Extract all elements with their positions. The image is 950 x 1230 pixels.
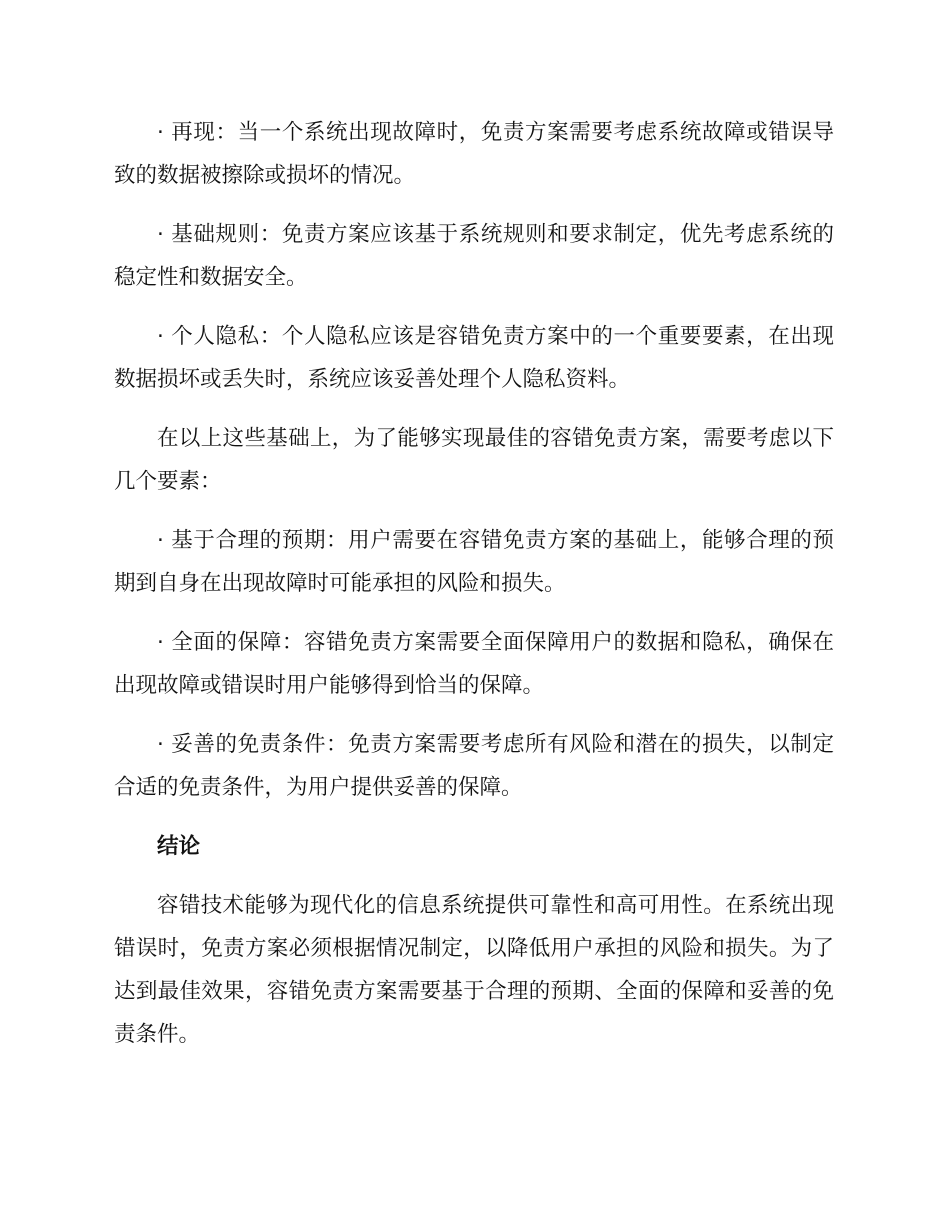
section-heading-conclusion: 结论 <box>157 834 201 859</box>
document-body <box>114 111 834 1072</box>
intro-paragraph: 在以上这些基础上，为了能够实现最佳的容错免责方案，需要考虑以下几个要素： <box>114 426 834 494</box>
bullet-proper-disclaimer: · 妥善的免责条件：免责方案需要考虑所有风险和潜在的损失，以制定合适的免责条件，为用户提供妥善的保障。 <box>114 732 834 800</box>
bullet-reproduction: · 再现：当一个系统出现故障时，免责方案需要考虑系统故障或错误导致的数据被擦除或损坏的情况。 <box>114 120 834 188</box>
bullet-comprehensive-protection: · 全面的保障：容错免责方案需要全面保障用户的数据和隐私，确保在出现故障或错误时用户能够得到恰当的保障。 <box>114 630 834 698</box>
conclusion-paragraph: 容错技术能够为现代化的信息系统提供可靠性和高可用性。在系统出现错误时，免责方案必须根据情况制定，以降低用户承担的风险和损失。为了达到最佳效果，容错免责方案需要基于合理的预期、全面的保障和妥善的免责条件。 <box>114 893 834 1047</box>
bullet-personal-privacy: · 个人隐私：个人隐私应该是容错免责方案中的一个重要要素，在出现数据损坏或丢失时，系统应该妥善处理个人隐私资料。 <box>114 324 834 392</box>
bullet-reasonable-expectation: · 基于合理的预期：用户需要在容错免责方案的基础上，能够合理的预期到自身在出现故障时可能承担的风险和损失。 <box>114 528 834 596</box>
bullet-basic-rules: · 基础规则：免责方案应该基于系统规则和要求制定，优先考虑系统的稳定性和数据安全。 <box>114 222 834 290</box>
